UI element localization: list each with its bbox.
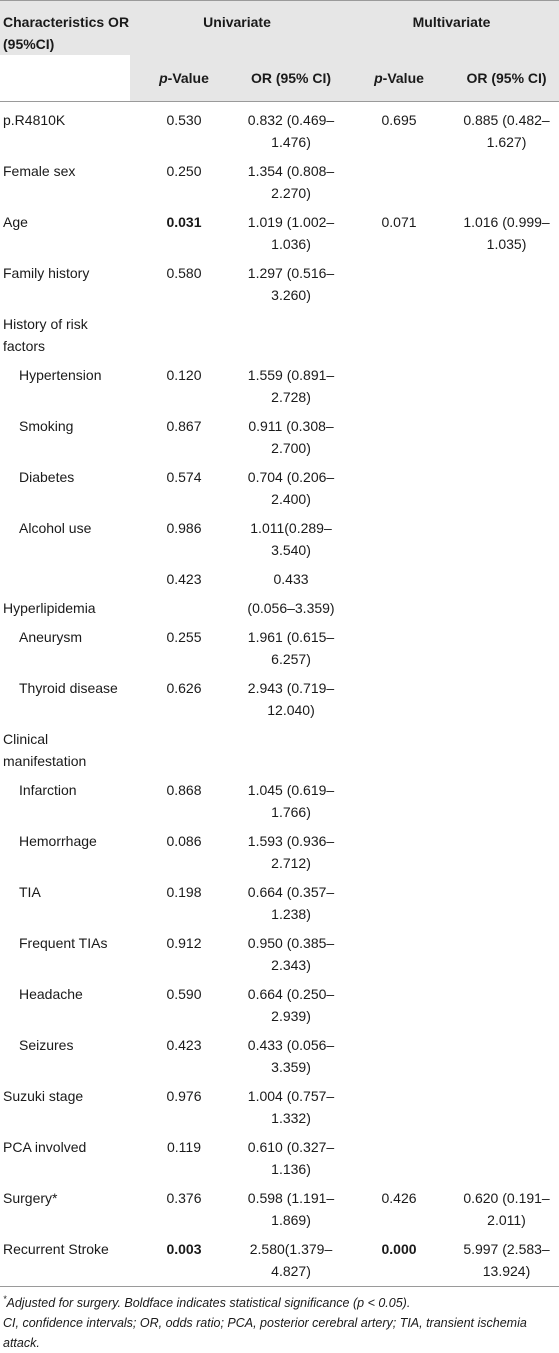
univariate-or-cell: 1.354 (0.808–2.270): [247, 162, 335, 201]
table-row: [0, 670, 559, 721]
row-label: Female sex: [3, 162, 76, 179]
univariate-pvalue-cell: [130, 721, 238, 772]
multivariate-pvalue-cell: [344, 255, 454, 306]
footnote-1: [3, 1293, 556, 1313]
table-row: [0, 590, 559, 619]
univariate-pvalue-cell: 0.031: [166, 213, 202, 230]
table-row: [0, 204, 559, 255]
multivariate-or-cell: [454, 976, 559, 1027]
multivariate-or-cell: 0.620 (0.191–2.011): [463, 1189, 550, 1228]
multivariate-or-cell: [454, 925, 559, 976]
table-row: [0, 823, 559, 874]
row-label: Surgery*: [3, 1189, 58, 1206]
row-label: Hyperlipidemia: [3, 599, 96, 616]
univariate-or-cell: 1.297 (0.516–3.260): [247, 264, 335, 303]
multivariate-or-cell: [454, 561, 559, 590]
table-row: [0, 306, 559, 357]
row-label: [0, 561, 130, 590]
row-label: Aneurysm: [19, 628, 83, 645]
multivariate-pvalue-cell: [344, 510, 454, 561]
univariate-or-cell: 1.004 (0.757–1.332): [247, 1087, 335, 1126]
multivariate-pvalue-cell: [344, 721, 454, 772]
univariate-pvalue-cell: 0.530: [166, 111, 202, 128]
univariate-or-cell: 0.598 (1.191–1.869): [247, 1189, 335, 1228]
row-label: Age: [3, 213, 28, 230]
multivariate-or-cell: [454, 306, 559, 357]
table-footnotes: [0, 1287, 559, 1353]
multivariate-pvalue-cell: [344, 670, 454, 721]
univariate-pvalue-cell: 0.626: [166, 679, 202, 696]
header-multivariate-or: OR (95% CI): [454, 55, 559, 101]
univariate-pvalue-cell: 0.255: [166, 628, 202, 645]
row-label: TIA: [19, 883, 41, 900]
univariate-or-cell: 0.832 (0.469–1.476): [247, 111, 335, 150]
univariate-pvalue-cell: 0.250: [166, 162, 202, 179]
table-header-row-2: [0, 55, 559, 101]
multivariate-pvalue-cell: 0.426: [381, 1189, 417, 1206]
multivariate-or-cell: 1.016 (0.999–1.035): [463, 213, 550, 252]
multivariate-pvalue-cell: 0.695: [381, 111, 417, 128]
table-row: [0, 255, 559, 306]
footnote-mark: *: [3, 1293, 7, 1304]
univariate-or-cell: 2.580(1.379–4.827): [238, 1231, 344, 1287]
header-multivariate-pvalue: p-Value: [344, 55, 454, 101]
univariate-or-cell: 0.433 (0.056–3.359): [247, 1036, 335, 1075]
multivariate-or-cell: 5.997 (2.583–13.924): [454, 1231, 559, 1287]
multivariate-or-cell: [454, 590, 559, 619]
multivariate-or-cell: [454, 670, 559, 721]
header-univariate: Univariate: [130, 1, 344, 56]
table-row: [0, 619, 559, 670]
row-label: Hypertension: [19, 366, 102, 383]
multivariate-pvalue-cell: [344, 153, 454, 204]
multivariate-or-cell: [454, 153, 559, 204]
row-label: PCA involved: [3, 1138, 87, 1155]
univariate-pvalue-cell: 0.423: [166, 570, 202, 587]
multivariate-pvalue-cell: [344, 976, 454, 1027]
multivariate-or-cell: [454, 510, 559, 561]
univariate-or-cell: 0.704 (0.206–2.400): [247, 468, 335, 507]
univariate-or-cell: 1.593 (0.936–2.712): [247, 832, 335, 871]
header-univariate-or: OR (95% CI): [238, 55, 344, 101]
table-row: [0, 357, 559, 408]
multivariate-or-cell: [454, 721, 559, 772]
univariate-pvalue-cell: 0.086: [166, 832, 202, 849]
univariate-or-cell: 1.019 (1.002–1.036): [247, 213, 335, 252]
header-characteristics: Characteristics OR (95%CI): [0, 1, 130, 56]
table-row: [0, 459, 559, 510]
multivariate-pvalue-cell: [344, 1027, 454, 1078]
univariate-pvalue-cell: 0.423: [166, 1036, 202, 1053]
row-label: Thyroid disease: [19, 679, 118, 696]
table-row: [0, 1027, 559, 1078]
multivariate-or-cell: [454, 1027, 559, 1078]
table-header-row-1: [0, 1, 559, 56]
multivariate-pvalue-cell: [344, 561, 454, 590]
multivariate-pvalue-cell: 0.071: [381, 213, 417, 230]
univariate-or-cell: 0.664 (0.357–1.238): [247, 883, 335, 922]
univariate-pvalue-cell: 0.119: [167, 1138, 201, 1155]
multivariate-pvalue-cell: [344, 357, 454, 408]
multivariate-pvalue-cell: [344, 823, 454, 874]
multivariate-pvalue-cell: [344, 459, 454, 510]
multivariate-or-cell: [454, 823, 559, 874]
row-label: Frequent TIAs: [19, 934, 108, 951]
multivariate-or-cell: [454, 408, 559, 459]
multivariate-pvalue-cell: [344, 925, 454, 976]
univariate-or-cell: 0.433: [273, 570, 309, 587]
univariate-pvalue-cell: 0.912: [166, 934, 202, 951]
multivariate-pvalue-cell: [344, 772, 454, 823]
univariate-or-cell: 2.943 (0.719–12.040): [247, 679, 335, 718]
univariate-pvalue-cell: [130, 306, 238, 357]
multivariate-or-cell: [454, 459, 559, 510]
univariate-pvalue-cell: 0.574: [166, 468, 202, 485]
multivariate-or-cell: [454, 255, 559, 306]
table-row: [0, 153, 559, 204]
univariate-or-cell: 0.911 (0.308–2.700): [248, 417, 334, 456]
univariate-pvalue-cell: 0.590: [166, 985, 202, 1002]
header-blank: [0, 55, 130, 101]
univariate-or-cell: 0.950 (0.385–2.343): [247, 934, 335, 973]
header-univariate-pvalue: p-Value: [130, 55, 238, 101]
row-label: Suzuki stage: [3, 1087, 84, 1104]
univariate-pvalue-cell: 0.867: [166, 417, 202, 434]
table-row: [0, 101, 559, 153]
univariate-or-cell: 1.961 (0.615–6.257): [247, 628, 335, 667]
row-label: p.R4810K: [3, 111, 66, 128]
row-label: History of risk factors: [3, 315, 88, 354]
multivariate-or-cell: [454, 874, 559, 925]
row-label: Recurrent Stroke: [0, 1231, 130, 1287]
multivariate-pvalue-cell: 0.000: [344, 1231, 454, 1287]
table-row: [0, 721, 559, 772]
row-label: Headache: [19, 985, 83, 1002]
table-body: [0, 101, 559, 1286]
univariate-or-cell: 1.011(0.289–3.540): [250, 519, 332, 558]
footnote-1-text: Adjusted for surgery. Boldface indicates statistical significance (p < 0.05).: [6, 1295, 411, 1310]
multivariate-or-cell: [454, 357, 559, 408]
row-label: Clinical manifestation: [3, 730, 87, 769]
row-label: Hemorrhage: [19, 832, 97, 849]
row-label: Family history: [3, 264, 90, 281]
row-label: Alcohol use: [19, 519, 92, 536]
table-row: [0, 772, 559, 823]
header-multivariate: Multivariate: [344, 1, 559, 56]
table-row: [0, 1231, 559, 1287]
table-row: [0, 561, 559, 590]
univariate-pvalue-cell: [130, 590, 238, 619]
univariate-pvalue-cell: 0.376: [166, 1189, 202, 1206]
univariate-or-cell: [238, 306, 344, 357]
multivariate-or-cell: [454, 1129, 559, 1180]
univariate-pvalue-cell: 0.868: [166, 781, 202, 798]
multivariate-pvalue-cell: [344, 619, 454, 670]
table-row: [0, 510, 559, 561]
footnote-2: CI, confidence intervals; OR, odds ratio; PCA, posterior cerebral artery; TIA, transient ischemia attack.: [3, 1315, 527, 1350]
multivariate-pvalue-cell: [344, 874, 454, 925]
univariate-pvalue-cell: 0.003: [130, 1231, 238, 1287]
univariate-or-cell: 0.664 (0.250–2.939): [247, 985, 335, 1024]
univariate-or-cell: 1.559 (0.891–2.728): [247, 366, 335, 405]
table-row: [0, 1180, 559, 1231]
multivariate-pvalue-cell: [344, 408, 454, 459]
row-label: Infarction: [19, 781, 77, 798]
table-row: [0, 874, 559, 925]
univariate-or-cell: 0.610 (0.327–1.136): [247, 1138, 335, 1177]
univariate-pvalue-cell: 0.120: [166, 366, 202, 383]
multivariate-or-cell: [454, 619, 559, 670]
row-label: Seizures: [19, 1036, 74, 1053]
univariate-or-cell: 1.045 (0.619–1.766): [247, 781, 335, 820]
table-row: [0, 408, 559, 459]
univariate-pvalue-cell: 0.986: [166, 519, 202, 536]
multivariate-or-cell: [454, 772, 559, 823]
multivariate-pvalue-cell: [344, 590, 454, 619]
univariate-or-cell: [238, 721, 344, 772]
row-label: Smoking: [19, 417, 74, 434]
univariate-pvalue-cell: 0.580: [166, 264, 202, 281]
univariate-pvalue-cell: 0.198: [166, 883, 202, 900]
univariate-or-cell: (0.056–3.359): [247, 599, 335, 616]
table-row: [0, 1129, 559, 1180]
multivariate-pvalue-cell: [344, 306, 454, 357]
multivariate-or-cell: [454, 1078, 559, 1129]
univariate-pvalue-cell: 0.976: [166, 1087, 202, 1104]
multivariate-pvalue-cell: [344, 1129, 454, 1180]
table-row: [0, 1078, 559, 1129]
row-label: Diabetes: [19, 468, 75, 485]
multivariate-pvalue-cell: [344, 1078, 454, 1129]
multivariate-or-cell: 0.885 (0.482–1.627): [463, 111, 550, 150]
table-row: [0, 925, 559, 976]
table-row: [0, 976, 559, 1027]
